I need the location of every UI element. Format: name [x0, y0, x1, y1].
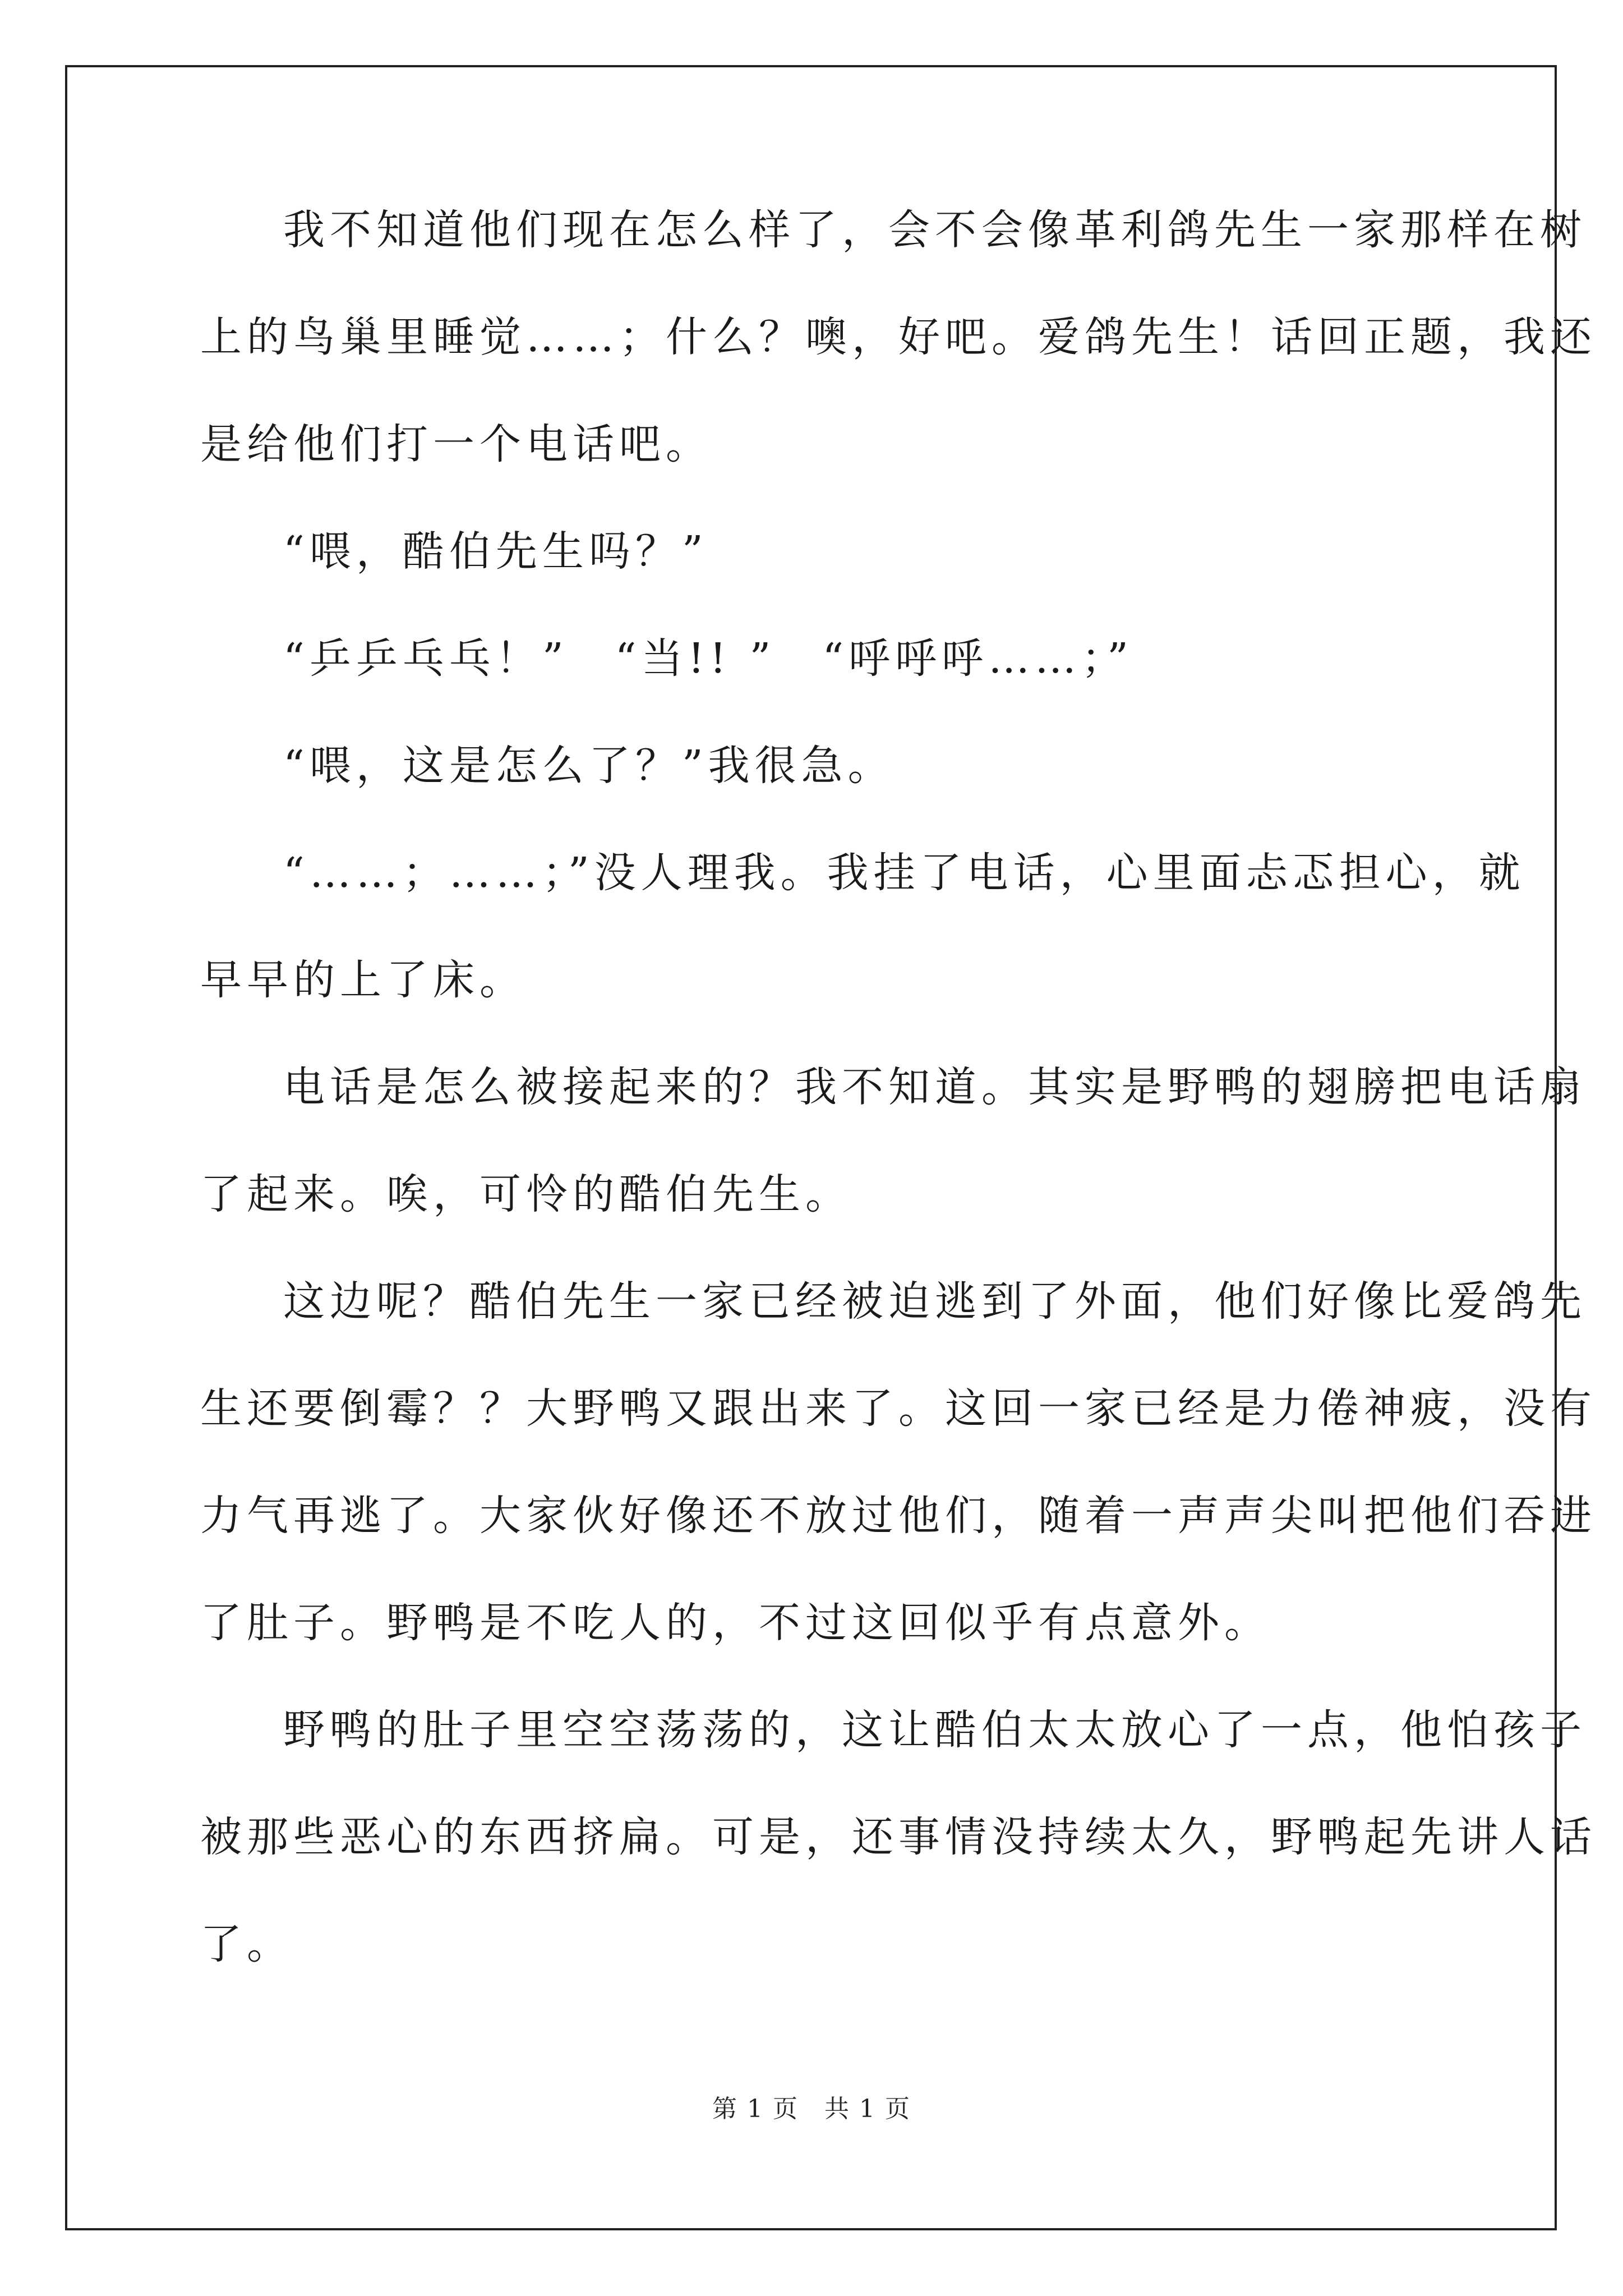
text-line: “喂，这是怎么了？”我很急。	[283, 742, 895, 790]
page-number-footer: 第 1 页 共 1 页	[712, 2095, 911, 2123]
text-line: 我不知道他们现在怎么样了，会不会像革利鸽先生一家那样在树	[283, 206, 1587, 254]
text-line: “喂，酷伯先生吗？”	[283, 527, 708, 576]
text-line: 是给他们打一个电话吧。	[200, 420, 712, 468]
text-line: 早早的上了床。	[200, 956, 526, 1004]
text-line: 了。	[200, 1920, 293, 1968]
text-line: 力气再逃了。大家伙好像还不放过他们，随着一声声尖叫把他们吞进	[200, 1492, 1597, 1540]
text-line: 被那些恶心的东西挤扁。可是，还事情没持续太久，野鸭起先讲人话	[200, 1813, 1597, 1861]
text-line: 野鸭的肚子里空空荡荡的，这让酷伯太太放心了一点，他怕孩子	[283, 1706, 1587, 1754]
text-line: 生还要倒霉？？大野鸭又跟出来了。这回一家已经是力倦神疲，没有	[200, 1384, 1597, 1433]
text-line: 了起来。唉，可怜的酷伯先生。	[200, 1170, 852, 1218]
text-line: 上的鸟巢里睡觉……；什么？噢，好吧。爱鸽先生！话回正题，我还	[200, 313, 1597, 361]
text-line: 了肚子。野鸭是不吃人的，不过这回似乎有点意外。	[200, 1599, 1271, 1647]
document-body	[200, 203, 1597, 2024]
text-line: “……；……；”没人理我。我挂了电话，心里面忐忑担心，就	[283, 849, 1525, 897]
text-line: “乒乒乓乓！” “当!! ” “呼呼呼……；”	[283, 634, 1133, 683]
text-line: 这边呢？酷伯先生一家已经被迫逃到了外面，他们好像比爱鸽先	[283, 1277, 1587, 1326]
text-line: 电话是怎么被接起来的？我不知道。其实是野鸭的翅膀把电话扇	[283, 1063, 1587, 1111]
